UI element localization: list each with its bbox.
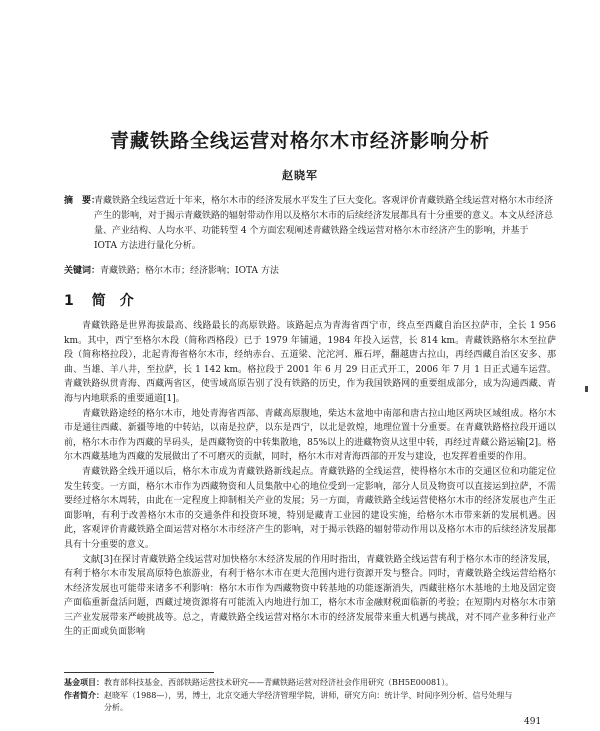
abstract-text: 青藏铁路全线运营近十年来，格尔木市的经济发展水平发生了巨大变化。客观评价青藏铁路全线运营对格尔木市经济产生的影响，对于揭示青藏铁路的辐射带动作用以及格尔木市的后续经济发展都具有十分重要的意义。本文从经济总量、产业结构、人均水平、功能转型 4 个方面宏观阐述青藏铁路全线运营对格尔木市经济产生的影响，并基于 IOTA 方法进行量化分析。 (94, 196, 554, 251)
section-heading (64, 290, 148, 310)
bio-text-continued: 分析。 (104, 703, 128, 712)
page-number: 491 (524, 717, 542, 727)
paragraph: 青藏铁路是世界海拔最高、线路最长的高原铁路。该路起点为青海省西宁市，终点至西藏自治区拉萨市，全长 1 956 km。其中，西宁至格尔木段（简称西格段）已于 1979 年铺通，1984 年投入运营，长 814 km。青藏铁路格尔木至拉萨段（简称格拉段），北起青海省格尔木市，经纳赤台、五道梁、沱沱河、雁石坪，翻越唐古拉山，再经西藏自治区安多、那曲、当雄、羊八井，至拉萨，长 1 142 km。格拉段于 2001 年 6 月 29 日正式开工，2006 年 7 月 1 日正式通车运营。青藏铁路纵贯青海、西藏两省区，使雪域高原告别了没有铁路的历史，作为我国铁路网的重要组成部分，成为沟通西藏、青海与内地联系的重要通道[1]。 (64, 321, 556, 404)
paragraph: 青藏铁路途经的格尔木市，地处青海省西部、青藏高原腹地，柴达木盆地中南部和唐古拉山地区两块区域组成。格尔木市是通往西藏、新疆等地的中转站，以南是拉萨，以东是西宁，以北是敦煌，地理位置十分重要。在青藏铁路格拉段开通以前，格尔木市作为西藏的旱码头，是西藏物资的中转集散地，85%以上的进藏物资从这里中转，再经过青藏公路运输[2]。格尔木西藏基地为西藏的发展做出了不可磨灭的贡献，同时，格尔木市对青海西部的开发与建设，也发挥着重要的作用。 (64, 408, 556, 463)
fund-label: 基金项目： (64, 677, 104, 687)
section-number: 1 (64, 293, 74, 309)
keywords-text: 青藏铁路；格尔木市；经济影响；IOTA 方法 (100, 266, 279, 276)
abstract-label: 摘 要： (64, 196, 101, 206)
author-bio (64, 689, 556, 714)
abstract (64, 194, 554, 254)
footnotes (64, 676, 556, 714)
fund-text: 教育部科技基金、西部铁路运营技术研究——青藏铁路运营对经济社会作用研究（BH5E00081）。 (104, 678, 454, 687)
paper-title: 青藏铁路全线运营对格尔木市经济影响分析 (109, 130, 490, 152)
bio-label: 作者简介： (64, 690, 104, 700)
bio-text: 赵晓军（1988—），男，博士，北京交通大学经济管理学院，讲师，研究方向：统计学、时间序列分析、信号处理与 (104, 691, 513, 700)
keywords-label: 关键词： (64, 266, 101, 276)
scan-mark (585, 386, 588, 392)
footnote-divider (64, 672, 214, 673)
author-name: 赵晓军 (282, 169, 318, 182)
body-text (64, 319, 556, 640)
section-title: 简介 (91, 293, 148, 309)
paragraph: 文献[3]在探讨青藏铁路全线运营对加快格尔木经济发展的作用时指出，青藏铁路全线运营有利于格尔木市的经济发展，有利于格尔木市发展高原特色旅游业，有利于格尔木市在更大范围内进行资源开发与整合。同时，青藏铁路全线运营给格尔木经济发展也可能带来诸多不利影响：格尔木市作为西藏物资中转基地的功能逐渐消失，西藏驻格尔木基地的土地及固定资产面临重新盘活问题，西藏过境资源将有可能流入内地进行加工，格尔木市金融财税面临新的考验；在短期内对格尔木市第三产业发展带来严峻挑战等。总之，青藏铁路全线运营对格尔木市的经济发展带来重大机遇与挑战，对不同产业多种行业产生的正面或负面影响 (64, 554, 556, 638)
keywords (64, 264, 554, 278)
paragraph: 青藏铁路全线开通以后，格尔木市成为青藏铁路新线起点。青藏铁路的全线运营，使得格尔木市的交通区位和功能定位发生转变。一方面，格尔木市作为西藏物资和人员集散中心的地位受到一定影响，部分人员及物资可以直接运到拉萨，不需要经过格尔木周转，由此在一定程度上抑制相关产业的发展；另一方面，青藏铁路全线运营使格尔木市的经济发展也产生正面影响，有利于改善格尔木市的交通条件和投资环境，特别是藏青工业园的建设实施，给格尔木市带来新的发展机遇。因此，客观评价青藏铁路全面运营对格尔木市经济产生的影响，对于揭示铁路的辐射带动作用以及格尔木市的后续经济发展都具有十分重要的意义。 (64, 466, 556, 550)
fund-note (64, 676, 556, 689)
